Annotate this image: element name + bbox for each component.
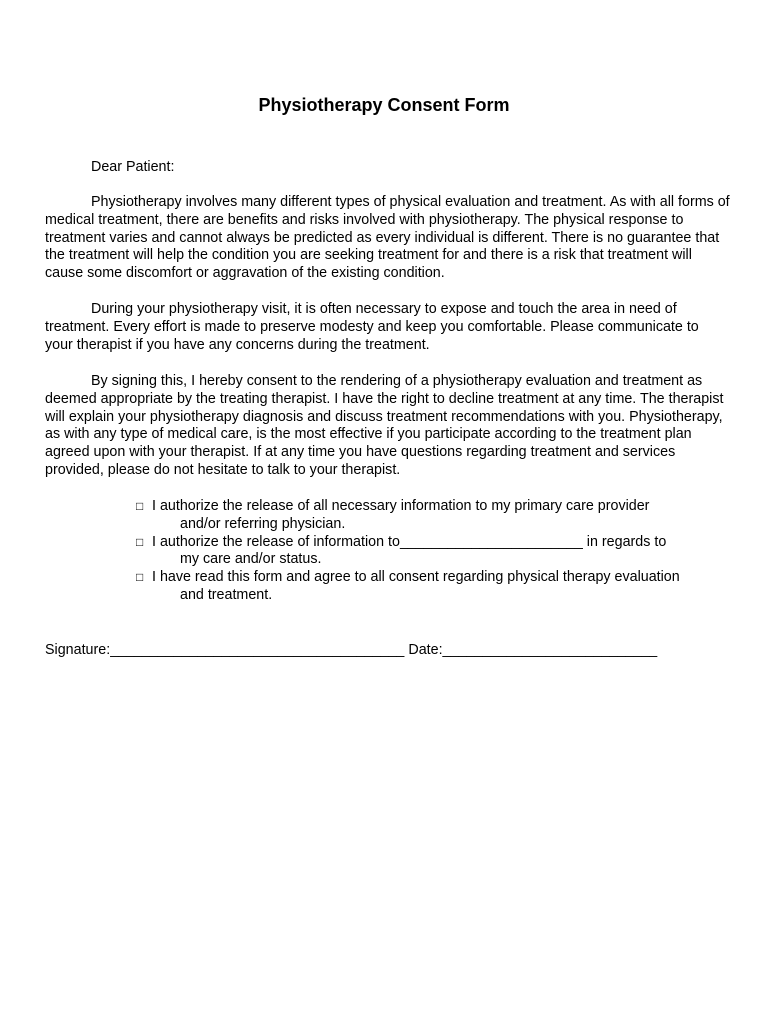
checkbox-label-line: I have read this form and agree to all consent regarding physical therapy evaluation <box>152 569 680 586</box>
checkbox-item-release-information[interactable] <box>136 534 716 570</box>
checkbox-label-line: and treatment. <box>180 586 273 603</box>
checkbox-icon[interactable]: □ <box>136 570 144 585</box>
greeting: Dear Patient: <box>91 159 175 175</box>
checkbox-label-line: and/or referring physician. <box>180 515 346 532</box>
signature-row <box>45 641 657 659</box>
checkbox-icon[interactable]: □ <box>136 499 144 513</box>
authorization-checklist <box>136 498 716 605</box>
checkbox-item-agree-consent[interactable] <box>136 569 716 605</box>
signature-label: Signature: <box>45 642 111 658</box>
date-label: Date: <box>408 642 443 658</box>
page-title: Physiotherapy Consent Form <box>258 95 510 115</box>
checkbox-label-line: I authorize the release of information to_______________________ in regards to <box>152 533 667 550</box>
checkbox-label-line: I authorize the release of all necessary information to my primary care provider <box>152 498 650 514</box>
checkbox-label <box>152 498 716 534</box>
date-field[interactable]: ___________________________ <box>442 642 658 658</box>
signature-field[interactable]: _____________________________________ <box>110 642 405 658</box>
paragraph-consent: By signing this, I hereby consent to the rendering of a physiotherapy evaluation and treatment as deemed appropriate by the treating therapist. I have the right to decline treatment at any time. The therapist will explain your physiotherapy diagnosis and discuss treatment recommendations with you. Physiotherapy, as with any type of medical care, is the most effective if you participate according to the treatment plan agreed upon with your therapist. If at any time you have questions regarding treatment and services provided, please do not hesitate to talk to your therapist. <box>45 373 724 478</box>
checkbox-item-release-primary-care[interactable] <box>136 498 716 534</box>
checkbox-label <box>152 534 716 570</box>
checkbox-label-line: my care and/or status. <box>180 551 322 568</box>
paragraph-risks: Physiotherapy involves many different types of physical evaluation and treatment. As with all forms of medical treatment, there are benefits and risks involved with physiotherapy. The physical response to treatment varies and cannot always be predicted as every individual is different. There is no guarantee that the treatment will help the condition you are seeking treatment for and there is a risk that treatment will cause some discomfort or aggravation of the existing condition. <box>45 194 730 282</box>
checkbox-icon[interactable]: □ <box>136 534 144 549</box>
checkbox-label <box>152 569 716 605</box>
paragraph-modesty: During your physiotherapy visit, it is often necessary to expose and touch the area in need of treatment. Every effort is made to preserve modesty and keep you comfortable. Please communicate to your therapist if you have any concerns during the treatment. <box>45 301 699 353</box>
